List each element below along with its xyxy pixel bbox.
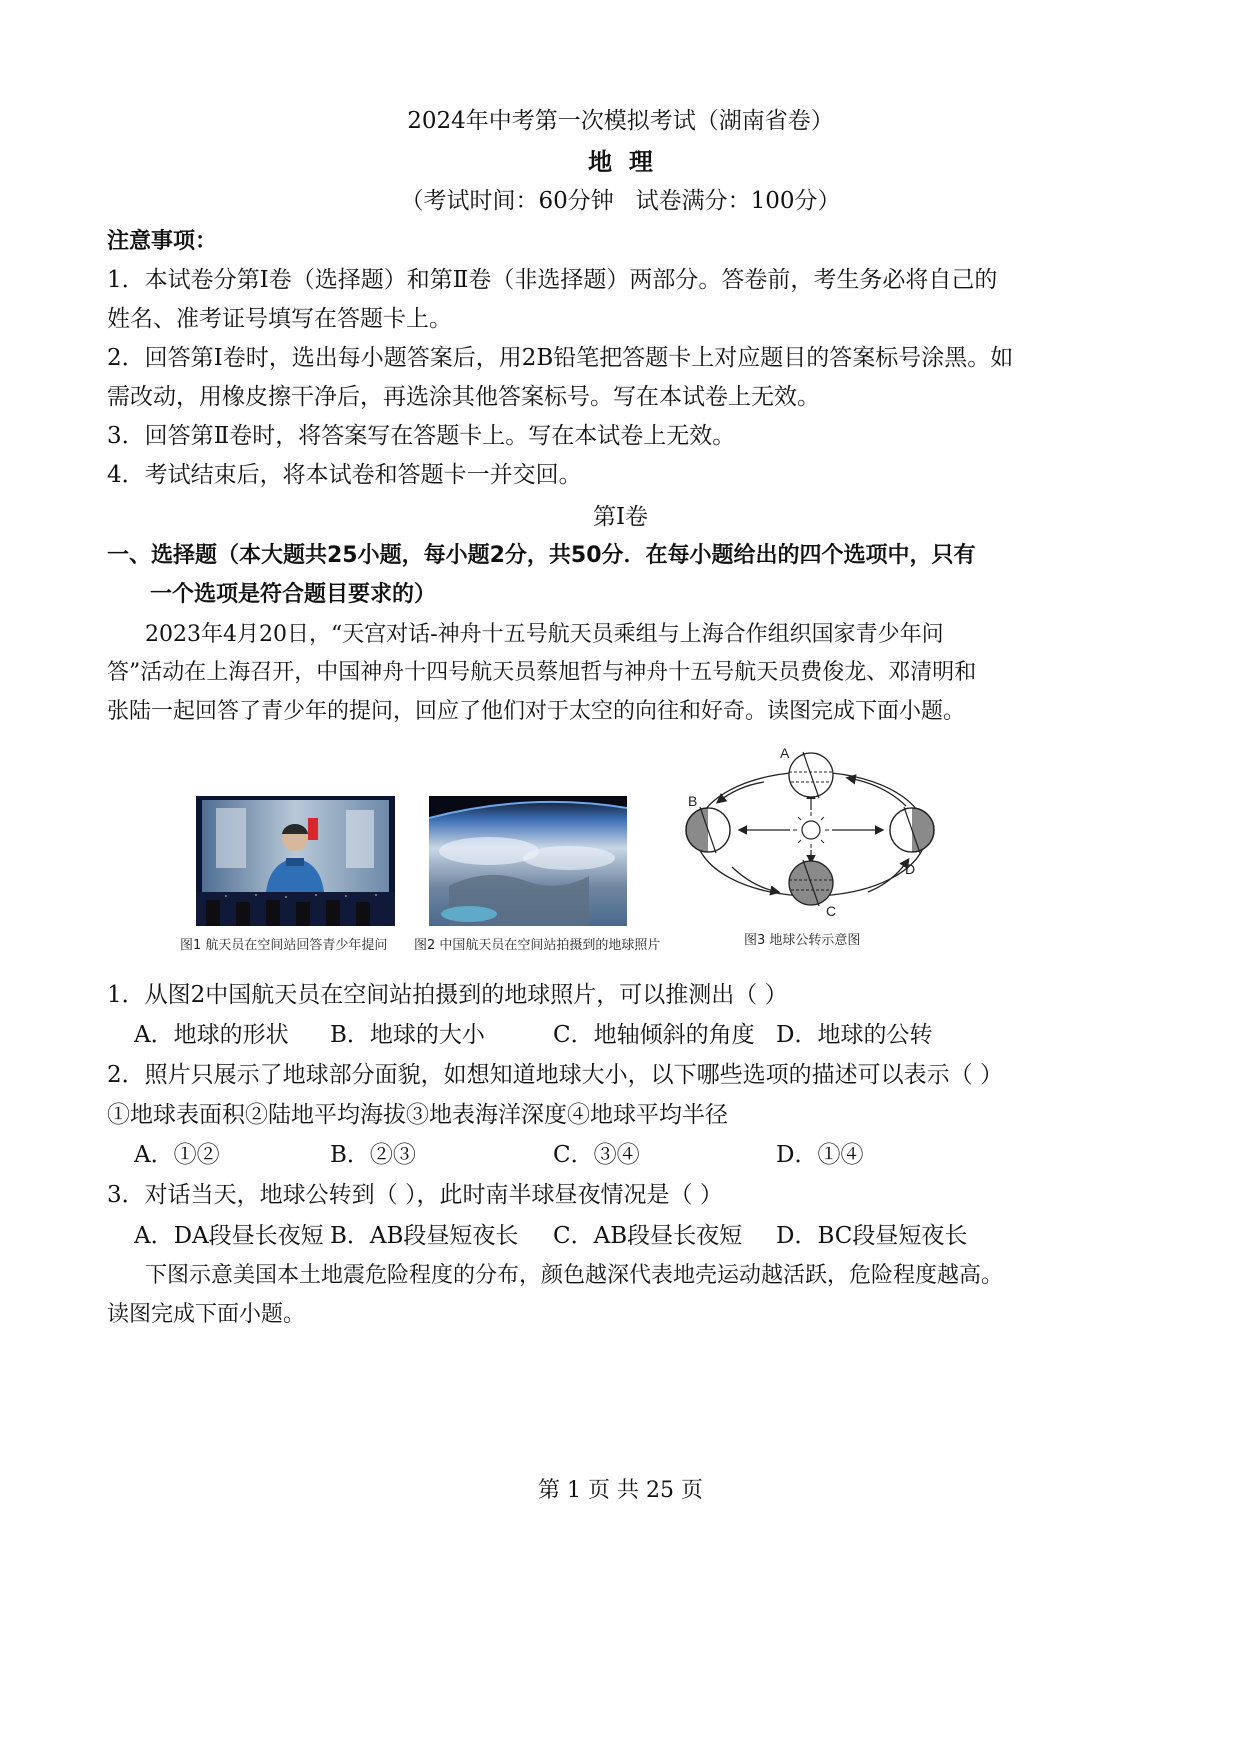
orbit-label-d: D xyxy=(905,861,916,877)
notes-line: 姓名、准考证号填写在答题卡上。 xyxy=(107,306,452,332)
page-footer: 第 1 页 共 25 页 xyxy=(538,1478,703,1503)
passage-line: 2023年4月20日，“天宫对话-神舟十五号航天员乘组与上海合作组织国家青少年问 xyxy=(145,622,944,647)
figure1-caption: 图1 航天员在空间站回答青少年提问 xyxy=(180,938,388,953)
figure2-illustration xyxy=(429,796,627,926)
figure2-caption: 图2 中国航天员在空间站拍摄到的地球照片 xyxy=(414,938,661,953)
passage-line: 张陆一起回答了青少年的提问，回应了他们对于太空的向往和好奇。读图完成下面小题。 xyxy=(107,699,966,724)
notes-heading: 注意事项： xyxy=(107,229,218,254)
question-2-option-a[interactable]: A．①② xyxy=(134,1142,220,1168)
part1-title: 第Ⅰ卷 xyxy=(592,504,649,530)
question-2-choices-list: ①地球表面积②陆地平均海拔③地表海洋深度④地球平均半径 xyxy=(107,1102,728,1128)
figure3-caption: 图3 地球公转示意图 xyxy=(744,933,861,948)
exam-info: （考试时间：60分钟 试卷满分：100分） xyxy=(400,188,841,214)
question-3-option-a[interactable]: A．DA段昼长夜短 xyxy=(134,1223,324,1249)
question-2-option-c[interactable]: C．③④ xyxy=(553,1142,640,1168)
question-1-stem: 1．从图2中国航天员在空间站拍摄到的地球照片，可以推测出（ ） xyxy=(107,982,788,1008)
subject-title: 地 理 xyxy=(588,148,653,176)
question-1-option-a[interactable]: A．地球的形状 xyxy=(134,1022,289,1048)
sun-icon xyxy=(793,812,829,848)
question-1-option-d[interactable]: D．地球的公转 xyxy=(776,1022,933,1048)
notes-line: 2．回答第Ⅰ卷时，选出每小题答案后，用2B铅笔把答题卡上对应题目的答案标号涂黑。如 xyxy=(107,345,1014,371)
figure1-astronaut-photo xyxy=(196,796,395,926)
orbit-label-a: A xyxy=(780,745,790,761)
earth-position-a xyxy=(789,752,833,798)
question-3-option-d[interactable]: D．BC段昼短夜长 xyxy=(776,1223,968,1249)
orbit-label-c: C xyxy=(826,903,837,919)
figure2-earth-photo xyxy=(429,796,627,926)
passage-line: 下图示意美国本土地震危险程度的分布，颜色越深代表地壳运动越活跃，危险程度越高。 xyxy=(145,1263,1004,1288)
question-1-option-b[interactable]: B．地球的大小 xyxy=(330,1022,485,1048)
question-3-option-c[interactable]: C．AB段昼长夜短 xyxy=(553,1223,743,1249)
question-2-option-b[interactable]: B．②③ xyxy=(330,1142,416,1168)
notes-line: 需改动，用橡皮擦干净后，再选涂其他答案标号。写在本试卷上无效。 xyxy=(107,384,820,410)
earth-position-c xyxy=(789,860,833,906)
earth-position-b xyxy=(686,807,730,853)
passage-line: 读图完成下面小题。 xyxy=(107,1302,306,1327)
question-3-stem: 3．对话当天，地球公转到（ ），此时南半球昼夜情况是（ ） xyxy=(107,1182,723,1208)
figure1-illustration xyxy=(196,796,395,926)
figure3-illustration xyxy=(668,742,948,920)
question-2-option-d[interactable]: D．①④ xyxy=(776,1142,864,1168)
orbit-label-b: B xyxy=(688,793,698,809)
question-3-option-b[interactable]: B．AB段昼短夜长 xyxy=(330,1223,519,1249)
question-1-option-c[interactable]: C．地轴倾斜的角度 xyxy=(553,1022,755,1048)
notes-line: 1．本试卷分第Ⅰ卷（选择题）和第Ⅱ卷（非选择题）两部分。答卷前，考生务必将自己的 xyxy=(107,267,998,293)
section-heading-cont: 一个选项是符合题目要求的） xyxy=(150,582,437,607)
figure3-orbit-diagram xyxy=(668,742,948,920)
notes-line: 4．考试结束后，将本试卷和答题卡一并交回。 xyxy=(107,462,582,488)
exam-title: 2024年中考第一次模拟考试（湖南省卷） xyxy=(407,108,834,134)
earth-position-d xyxy=(890,807,934,853)
passage-line: 答”活动在上海召开，中国神舟十四号航天员蔡旭哲与神舟十五号航天员费俊龙、邓清明和 xyxy=(107,660,977,685)
section-heading: 一、选择题（本大题共25小题，每小题2分，共50分．在每小题给出的四个选项中，只有 xyxy=(107,543,976,568)
notes-line: 3．回答第Ⅱ卷时，将答案写在答题卡上。写在本试卷上无效。 xyxy=(107,423,736,449)
question-2-stem: 2．照片只展示了地球部分面貌，如想知道地球大小，以下哪些选项的描述可以表示（ ） xyxy=(107,1062,1003,1088)
